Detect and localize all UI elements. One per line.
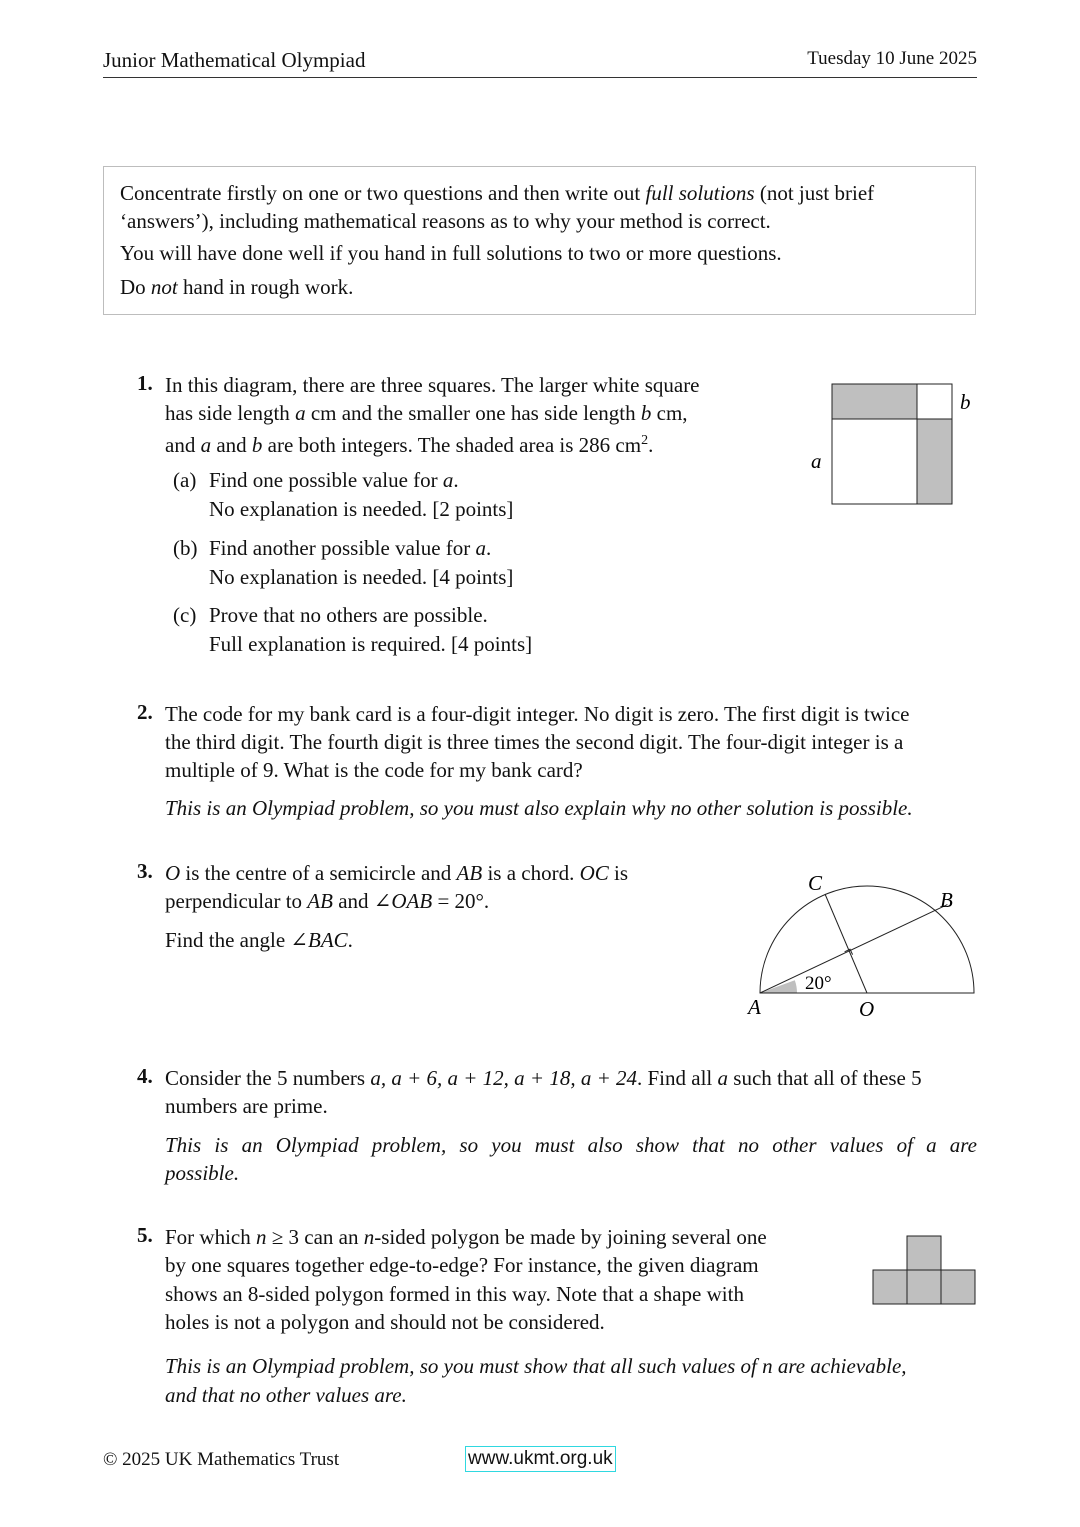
- shaded-angle-sector: [760, 980, 797, 993]
- question-number: 2.: [137, 700, 153, 724]
- instructions-emphasis: full solutions: [645, 181, 755, 205]
- shaded-rectangle-right: [917, 419, 952, 504]
- label-b: b: [960, 390, 971, 414]
- small-white-square: [917, 384, 952, 419]
- olympiad-note: This is an Olympiad problem, so you must also explain why no other solution is possible.: [165, 796, 913, 820]
- question-text-line: holes is not a polygon and should not be considered.: [165, 1310, 605, 1334]
- part-label: (c): [173, 603, 197, 627]
- instructions-text: hand in rough work.: [177, 275, 354, 299]
- question-text-line: The code for my bank card is a four-digit integer. No digit is zero. The first digit is twice: [165, 702, 910, 726]
- footer-copyright: © 2025 UK Mathematics Trust: [103, 1449, 340, 1470]
- question-number: 3.: [137, 859, 153, 883]
- question-text-line: numbers are prime.: [165, 1094, 328, 1118]
- label-C: C: [808, 871, 823, 895]
- question-number: 5.: [137, 1223, 153, 1247]
- unit-square-middle: [907, 1270, 941, 1304]
- part-text: Find one possible value for a. No explanation is needed. [2 points]: [209, 468, 514, 521]
- instructions-emphasis: not: [150, 275, 178, 299]
- instructions-line-1: [120, 179, 963, 235]
- question-text-line: For which n ≥ 3 can an n-sided polygon be made by joining several one: [165, 1225, 767, 1249]
- question-text-line: Consider the 5 numbers a, a + 6, a + 12, a + 18, a + 24. Find all a such that all of these 5: [165, 1066, 922, 1090]
- semicircle-diagram: [740, 865, 985, 1025]
- unit-square-right: [941, 1270, 975, 1304]
- polygon-diagram: [868, 1232, 980, 1310]
- olympiad-note: This is an Olympiad problem, so you must also show that no other values of a are: [165, 1133, 977, 1157]
- part-text: Prove that no others are possible. Full explanation is required. [4 points]: [209, 603, 533, 656]
- question-text-line: the third digit. The fourth digit is three times the second digit. The four-digit integer is a: [165, 730, 904, 754]
- olympiad-note: possible.: [165, 1161, 240, 1185]
- label-B: B: [940, 888, 953, 912]
- part-label: (b): [173, 536, 198, 560]
- instructions-line-3: [120, 273, 963, 301]
- page-header-title: Junior Mathematical Olympiad: [103, 48, 366, 72]
- header-divider: [103, 77, 977, 78]
- olympiad-note: This is an Olympiad problem, so you must show that all such values of n are achievable,: [165, 1354, 907, 1378]
- large-white-square: [832, 419, 917, 504]
- instructions-text: Do: [120, 275, 151, 299]
- label-O: O: [859, 997, 875, 1021]
- question-text-line: shows an 8-sided polygon formed in this way. Note that a shape with: [165, 1282, 744, 1306]
- footer-website-link[interactable]: www.ukmt.org.uk: [465, 1446, 616, 1472]
- instructions-text: Concentrate firstly on one or two questions and then write out: [120, 181, 646, 205]
- label-A: A: [748, 995, 761, 1019]
- unit-square-top: [907, 1236, 941, 1270]
- question-text-line: Find the angle ∠BAC.: [165, 928, 353, 952]
- chord-AB: [760, 905, 947, 993]
- page-header-date: Tuesday 10 June 2025: [807, 48, 977, 69]
- olympiad-note: and that no other values are.: [165, 1383, 407, 1407]
- question-text-line: has side length a cm and the smaller one has side length b cm,: [165, 401, 688, 425]
- instructions-text: (not just brief ‘answers’), including mathematical reasons as to why your method is correct.: [120, 181, 875, 233]
- label-a: a: [811, 449, 822, 473]
- question-text-line: perpendicular to AB and ∠OAB = 20°.: [165, 889, 490, 913]
- question-text-line: by one squares together edge-to-edge? For instance, the given diagram: [165, 1253, 759, 1277]
- part-text: Find another possible value for a. No explanation is needed. [4 points]: [209, 536, 514, 589]
- question-text-line: and a and b are both integers. The shaded area is 286 $cm^2$.: [165, 433, 654, 457]
- question-text-line: In this diagram, there are three squares. The larger white square: [165, 373, 700, 397]
- question-number: 4.: [137, 1064, 153, 1088]
- unit-square-left: [873, 1270, 907, 1304]
- instructions-line-2: You will have done well if you hand in full solutions to two or more questions.: [120, 241, 782, 265]
- instructions-box: [103, 166, 976, 315]
- squares-diagram: [800, 370, 990, 515]
- question-text-line: O is the centre of a semicircle and AB is a chord. OC is: [165, 861, 629, 885]
- question-text-line: multiple of 9. What is the code for my bank card?: [165, 758, 583, 782]
- part-label: (a): [173, 468, 197, 492]
- question-number: 1.: [137, 371, 153, 395]
- shaded-rectangle-top: [832, 384, 917, 419]
- angle-label: 20°: [805, 973, 832, 994]
